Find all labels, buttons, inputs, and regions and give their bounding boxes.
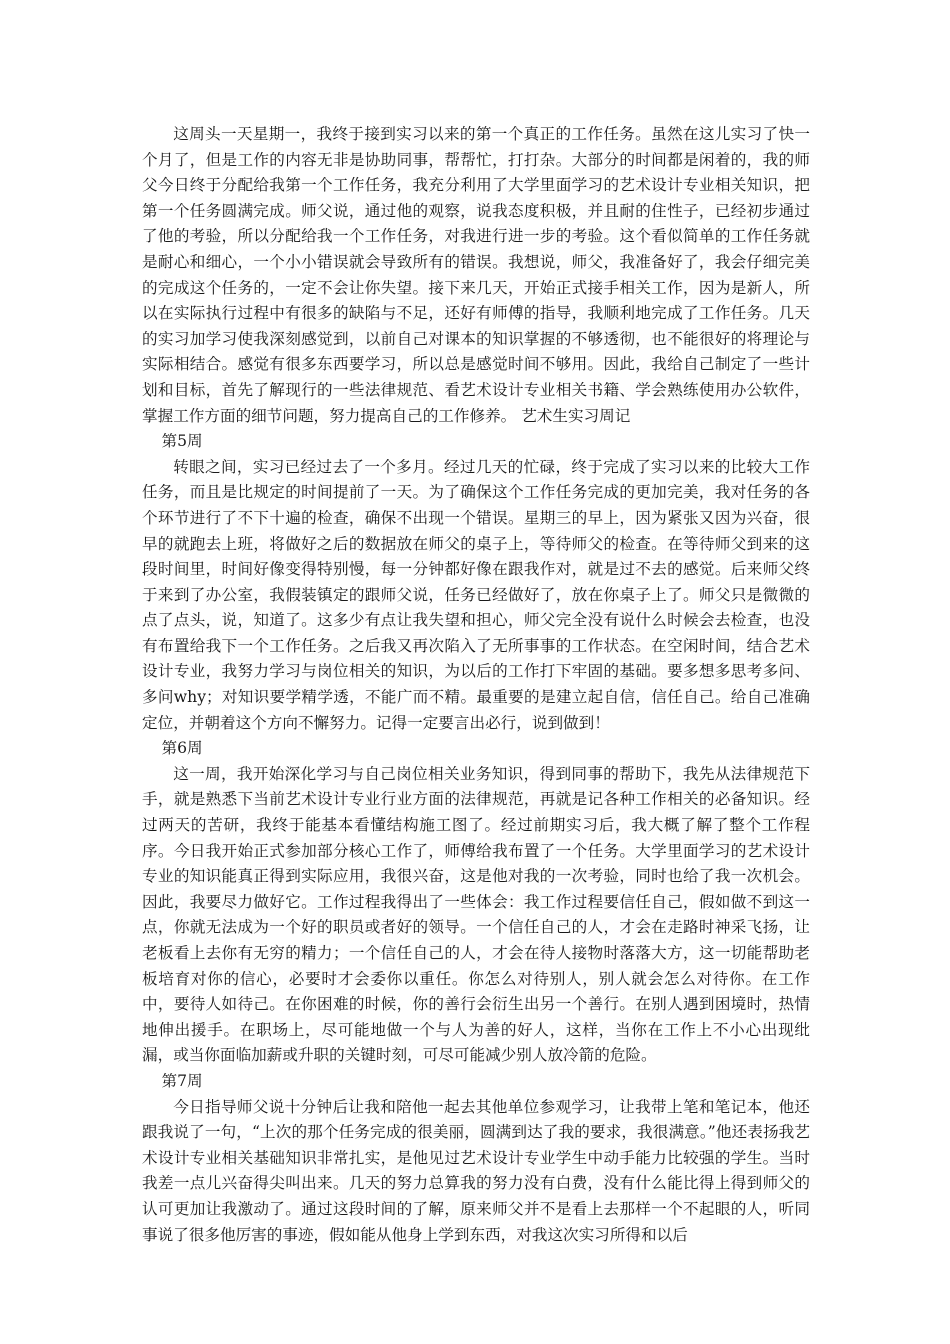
week4-paragraph: 这周头一天星期一，我终于接到实习以来的第一个真正的工作任务。虽然在这儿实习了快一个月了，但是工作的内容无非是协助同事，帮帮忙，打打杂。大部分的时间都是闲着的，我的师父今日终于分配给我第一个工作任务，我充分利用了大学里面学习的艺术设计专业相关知识，把第一个任务圆满完成。师父说，通过他的观察，说我态度积极，并且耐的住性子，已经初步通过了他的考验，所以分配给我一个工作任务，对我进行进一步的考验。这个看似简单的工作任务就是耐心和细心，一个小小错误就会导致所有的错误。我想说，师父，我准备好了，我会仔细完美的完成这个任务的，一定不会让你失望。接下来几天，开始正式接手相关工作，因为是新人，所以在实际执行过程中有很多的缺陷与不足，还好有师傅的指导，我顺利地完成了工作任务。几天的实习加学习使我深刻感觉到，以前自己对课本的知识掌握的不够透彻，也不能很好的将理论与实际相结合。感觉有很多东西要学习，所以总是感觉时间不够用。因此，我给自己制定了一些计划和目标，首先了解现行的一些法律规范、看艺术设计专业相关书籍、学会熟练使用办公软件，掌握工作方面的细节问题，努力提高自己的工作修养。 艺术生实习周记 (142, 125, 810, 425)
week5-heading: 第5周 (161, 432, 203, 451)
week6-heading: 第6周 (161, 739, 203, 758)
week6-paragraph: 这一周，我开始深化学习与自己岗位相关业务知识，得到同事的帮助下，我先从法律规范下手，就是熟悉下当前艺术设计专业行业方面的法律规范，再就是记各种工作相关的必备知识。经过两天的苦研，我终于能基本看懂结构施工图了。经过前期实习后，我大概了解了整个工作程序。今日我开始正式参加部分核心工作了，师傅给我布置了一个任务。大学里面学习的艺术设计专业的知识能真正得到实际应用，我很兴奋，这是他对我的一次考验，同时也给了我一次机会。因此，我要尽力做好它。工作过程我得出了一些体会：我工作过程要信任自己，假如做不到这一点，你就无法成为一个好的职员或者好的领导。一个信任自己的人，才会在走路时神采飞扬，让老板看上去你有无穷的精力；一个信任自己的人，才会在待人接物时落落大方，这一切能帮助老板培育对你的信心，必要时才会委你以重任。你怎么对待别人，别人就会怎么对待你。在工作中，要待人如待己。在你困难的时候，你的善行会衍生出另一个善行。在别人遇到困境时，热情地伸出援手。在职场上，尽可能地做一个与人为善的好人，这样，当你在工作上不小心出现纰漏，或当你面临加薪或升职的关键时刻，可尽可能减少别人放冷箭的危险。 (142, 764, 810, 1065)
week7-heading: 第7周 (161, 1071, 203, 1090)
week7-paragraph: 今日指导师父说十分钟后让我和陪他一起去其他单位参观学习，让我带上笔和笔记本，他还跟我说了一句，“上次的那个任务完成的很美丽，圆满到达了我的要求，我很满意。”他还表扬我艺术设计专业相关基础知识非常扎实，是他见过艺术设计专业学生中动手能力比较强的学生。当时我差一点儿兴奋得尖叫出来。几天的努力总算我的努力没有白费，没有什么能比得上得到师父的认可更加让我激动了。通过这段时间的了解，原来师父并不是看上去那样一个不起眼的人，听同事说了很多他厉害的事迹，假如能从他身上学到东西，对我这次实习所得和以后 (142, 1097, 810, 1244)
week5-paragraph: 转眼之间，实习已经过去了一个多月。经过几天的忙碌，终于完成了实习以来的比较大工作任务，而且是比规定的时间提前了一天。为了确保这个工作任务完成的更加完美，我对任务的各个环节进行了不下十遍的检查，确保不出现一个错误。星期三的早上，因为紧张又因为兴奋，很早的就跑去上班，将做好之后的数据放在师父的桌子上，等待师父的检查。在等待师父到来的这段时间里，时间好像变得特别慢，每一分钟都好像在跟我作对，就是过不去的感觉。后来师父终于来到了办公室，我假装镇定的跟师父说，任务已经做好了，放在你桌子上了。师父只是微微的点了点头，说，知道了。这多少有点让我失望和担心，师父完全没有说什么时候会去检查，也没有布置给我下一个工作任务。之后我又再次陷入了无所事事的工作状态。在空闲时间，结合艺术设计专业，我努力学习与岗位相关的知识，为以后的工作打下牢固的基础。要多想多思考多问、多问why；对知识要学精学透，不能广而不精。最重要的是建立起自信，信任自己。给自己准确定位，并朝着这个方向不懈努力。记得一定要言出必行，说到做到！ (142, 457, 810, 732)
document-page (142, 122, 810, 1248)
